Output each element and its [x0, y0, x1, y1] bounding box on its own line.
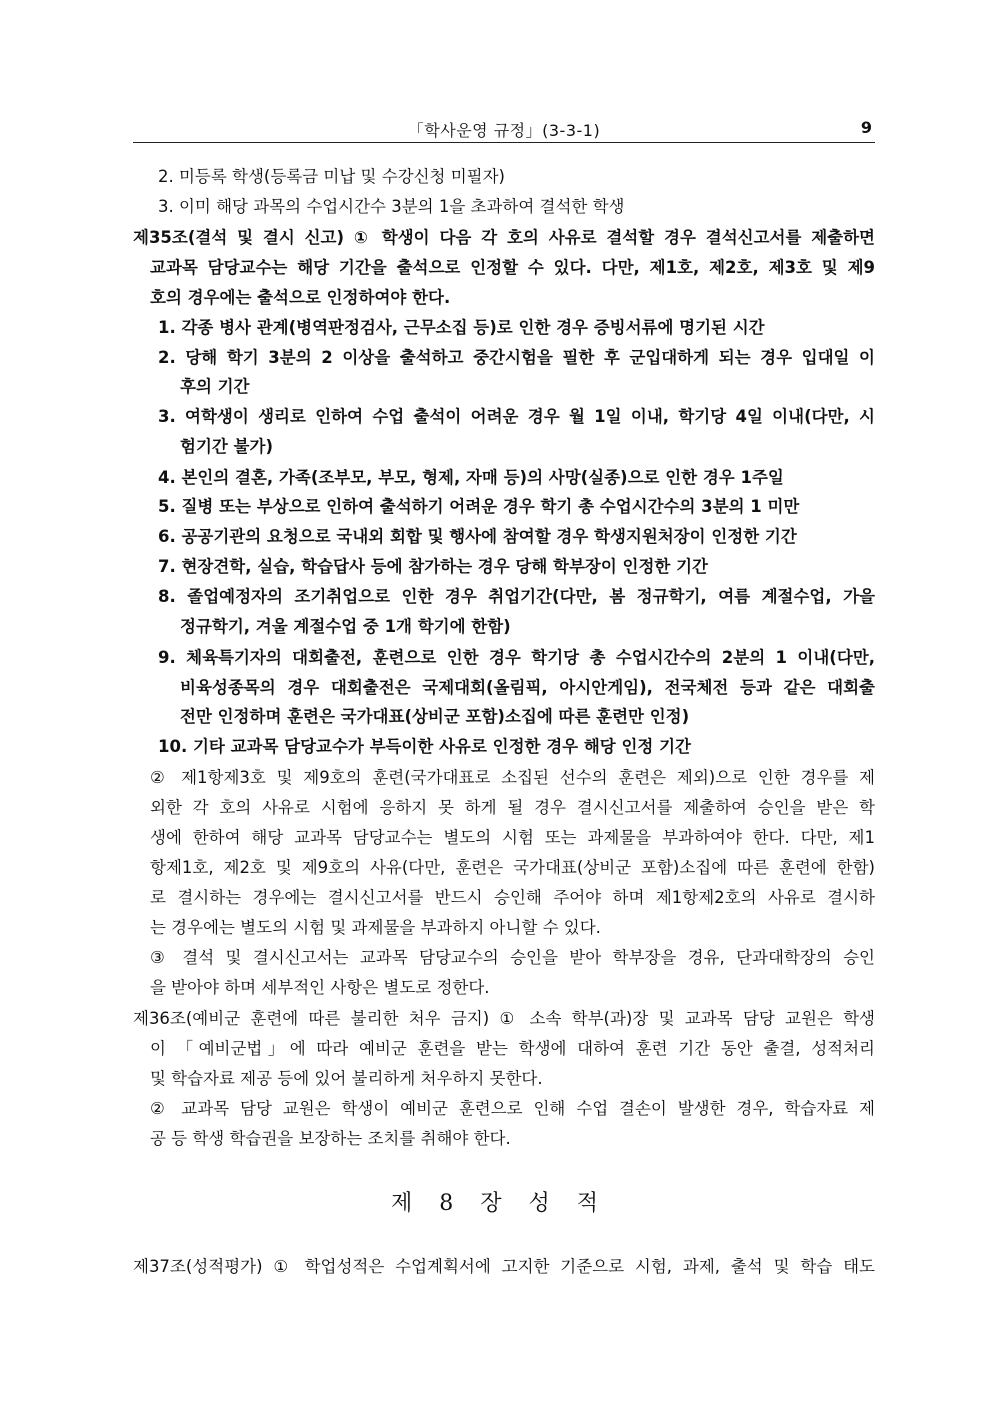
list-item: 2. 당해 학기 3분의 2 이상을 출석하고 중간시험을 필한 후 군입대하게 되는 경우 입대일 이	[158, 348, 875, 367]
paragraph-line: ③ 결석 및 결시신고서는 교과목 담당교수의 승인을 받아 학부장을 경유, 단과대학장의 승인	[150, 948, 875, 967]
paragraph-line: 항제1호, 제2호 및 제9호의 사유(다만, 훈련은 국가대표(상비군 포함)소집에 따른 훈련에 한함)	[150, 858, 875, 877]
paragraph-line: 교과목 담당교수는 해당 기간을 출석으로 인정할 수 있다. 다만, 제1호, 제2호, 제3호 및 제9	[150, 258, 875, 277]
paragraph-line: 호의 경우에는 출석으로 인정하여야 한다.	[150, 288, 451, 307]
paragraph-line: 외한 각 호의 사유로 시험에 응하지 못 하게 될 경우 결시신고서를 제출하여 승인을 받은 학	[150, 798, 875, 817]
paragraph-line: 을 받아야 하며 세부적인 사항은 별도로 정한다.	[150, 978, 490, 997]
list-item-continuation: 정규학기, 겨울 계절수업 중 1개 학기에 한함)	[180, 617, 511, 636]
paragraph-line: 이 「예비군법」에 따라 예비군 훈련을 받는 학생에 대하여 훈련 기간 동안 출결, 성적처리	[150, 1039, 875, 1058]
list-item: 4. 본인의 결혼, 가족(조부모, 부모, 형제, 자매 등)의 사망(실종)으로 인한 경우 1주일	[158, 468, 784, 487]
list-item: 5. 질병 또는 부상으로 인하여 출석하기 어려운 경우 학기 총 수업시간수의 3분의 1 미만	[158, 497, 800, 516]
list-item: 1. 각종 병사 관계(병역판정검사, 근무소집 등)로 인한 경우 증빙서류에 명기된 시간	[158, 318, 765, 337]
list-item: 7. 현장견학, 실습, 학습답사 등에 참가하는 경우 당해 학부장이 인정한 기간	[158, 557, 708, 576]
list-item: 6. 공공기관의 요청으로 국내외 회합 및 행사에 참여할 경우 학생지원처장이 인정한 기간	[158, 527, 797, 546]
article-35-heading: 제35조(결석 및 결시 신고) ① 학생이 다음 각 호의 사유로 결석할 경우 결석신고서를 제출하면	[133, 228, 875, 247]
chapter-heading: 제 8 장 성 적	[391, 1191, 601, 1216]
paragraph-line: 생에 한하여 해당 교과목 담당교수는 별도의 시험 또는 과제물을 부과하여야 한다. 다만, 제1	[150, 828, 875, 847]
document-title: 「학사운영 규정」(3-3-1)	[407, 121, 601, 140]
page-number: 9	[860, 118, 872, 137]
paragraph-line: ② 교과목 담당 교원은 학생이 예비군 훈련으로 인해 수업 결손이 발생한 경우, 학습자료 제	[150, 1099, 875, 1118]
list-item: 9. 체육특기자의 대회출전, 훈련으로 인한 경우 학기당 총 수업시간수의 2분의 1 이내(다만,	[158, 648, 875, 667]
page-header	[133, 112, 875, 143]
paragraph-line: 공 등 학생 학습권을 보장하는 조치를 취해야 한다.	[150, 1129, 511, 1148]
list-item-continuation: 험기간 불가)	[180, 437, 273, 456]
paragraph-line: ② 제1항제3호 및 제9호의 훈련(국가대표로 소집된 선수의 훈련은 제외)으로 인한 경우를 제	[150, 768, 875, 787]
paragraph-line: 는 경우에는 별도의 시험 및 과제물을 부과하지 아니할 수 있다.	[150, 918, 601, 937]
list-item-continuation: 후의 기간	[180, 377, 250, 396]
list-item: 8. 졸업예정자의 조기취업으로 인한 경우 취업기간(다만, 봄 정규학기, 여름 계절수업, 가을	[158, 587, 875, 606]
paragraph-line: 및 학습자료 제공 등에 있어 불리하게 처우하지 못한다.	[150, 1069, 543, 1088]
paragraph-line: 로 결시하는 경우에는 결시신고서를 반드시 승인해 주어야 하며 제1항제2호의 사유로 결시하	[150, 888, 875, 907]
list-item: 3. 여학생이 생리로 인하여 수업 출석이 어려운 경우 월 1일 이내, 학기당 4일 이내(다만, 시	[158, 407, 875, 426]
list-item: 10. 기타 교과목 담당교수가 부득이한 사유로 인정한 경우 해당 인정 기간	[158, 737, 691, 756]
list-item: 3. 이미 해당 과목의 수업시간수 3분의 1을 초과하여 결석한 학생	[158, 197, 625, 216]
article-36-heading: 제36조(예비군 훈련에 따른 불리한 처우 금지) ① 소속 학부(과)장 및 교과목 담당 교원은 학생	[133, 1009, 875, 1028]
list-item-continuation: 비육성종목의 경우 대회출전은 국제대회(올림픽, 아시안게임), 전국체전 등과 같은 대회출	[180, 678, 875, 697]
list-item: 2. 미등록 학생(등록금 미납 및 수강신청 미필자)	[158, 167, 505, 186]
article-37-heading: 제37조(성적평가) ① 학업성적은 수업계획서에 고지한 기준으로 시험, 과제, 출석 및 학습 태도	[133, 1257, 875, 1276]
list-item-continuation: 전만 인정하며 훈련은 국가대표(상비군 포함)소집에 따른 훈련만 인정)	[180, 707, 690, 726]
